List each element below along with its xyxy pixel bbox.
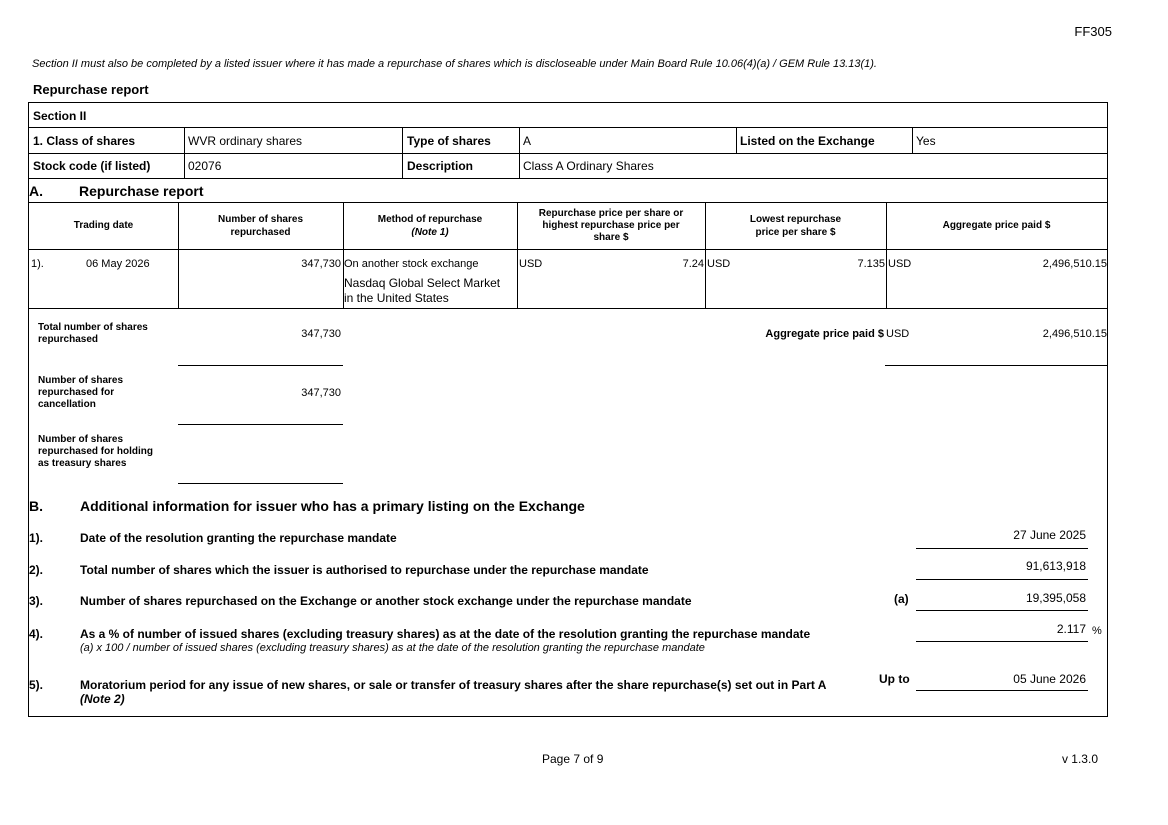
underline	[178, 424, 343, 425]
rule	[886, 202, 887, 308]
treasury-label-3: as treasury shares	[38, 458, 127, 469]
listed-value: Yes	[916, 134, 936, 148]
rule	[1107, 308, 1108, 366]
item-value: 05 June 2026	[1013, 672, 1086, 686]
row-aggregate-currency: USD	[888, 258, 912, 270]
item-index: 4).	[29, 627, 44, 641]
item-tag: (a)	[894, 592, 909, 606]
section-title: Section II	[33, 109, 87, 123]
underline	[916, 579, 1088, 580]
part-b-letter: B.	[29, 498, 43, 514]
rule	[29, 153, 1107, 154]
underline	[885, 365, 1107, 366]
item-label: Number of shares repurchased on the Exchange or another stock exchange under the repurchase mandate	[80, 594, 692, 608]
type-label: Type of shares	[407, 134, 491, 148]
item-sub: (Note 2)	[80, 692, 125, 706]
col-aggregate: Aggregate price paid $	[942, 220, 1051, 231]
row-date: 06 May 2026	[86, 258, 150, 270]
part-b-title: Additional information for issuer who has a primary listing on the Exchange	[80, 498, 585, 514]
cancel-value: 347,730	[301, 387, 341, 399]
item-sub: (a) x 100 / number of issued shares (excluding treasury shares) as at the date of the resolution granting the repurchase mandate	[80, 642, 705, 654]
col-lowest-1: Lowest repurchase	[749, 214, 842, 225]
item-tag: Up to	[879, 672, 910, 686]
item-label: Moratorium period for any issue of new shares, or sale or transfer of treasury shares after the share repurchase(s) set out in Part A	[80, 678, 827, 692]
item-label: Date of the resolution granting the repurchase mandate	[80, 531, 397, 545]
form-code: FF305	[1074, 24, 1112, 39]
total-label-2: repurchased	[38, 334, 99, 345]
part-a-title: Repurchase report	[79, 183, 204, 199]
rule	[29, 127, 1107, 128]
row-index: 1).	[31, 258, 44, 270]
col-price-1: Repurchase price per share or	[538, 208, 684, 219]
row-price: 7.24	[682, 258, 704, 270]
underline	[916, 690, 1088, 691]
total-label-1: Total number of shares	[38, 322, 148, 333]
treasury-label-2: repurchased for holding	[38, 446, 154, 457]
percent-unit: %	[1092, 625, 1102, 637]
underline	[916, 610, 1088, 611]
listed-label: Listed on the Exchange	[740, 134, 875, 148]
cancel-label-2: repurchased for	[38, 387, 115, 398]
row-shares: 347,730	[301, 258, 341, 270]
row-lowest-currency: USD	[707, 258, 731, 270]
intro-note: Section II must also be completed by a listed issuer where it has made a repurchase of shares which is discloseable under Main Board Rule 10.06(4)(a) / GEM Rule 13.13(1).	[32, 58, 877, 70]
rule	[736, 127, 737, 153]
description-label: Description	[407, 159, 474, 173]
rule	[519, 127, 520, 178]
col-num-shares-1: Number of shares	[217, 214, 304, 225]
item-index: 2).	[29, 563, 44, 577]
version: v 1.3.0	[1061, 752, 1098, 766]
rule	[402, 127, 403, 178]
underline	[178, 365, 343, 366]
type-value: A	[523, 134, 532, 148]
report-form	[28, 102, 1108, 717]
description-value: Class A Ordinary Shares	[523, 159, 654, 173]
rule	[184, 127, 185, 178]
item-value: 91,613,918	[1025, 559, 1086, 573]
aggregate-total-label: Aggregate price paid $	[765, 328, 884, 340]
col-lowest-2: price per share $	[755, 227, 836, 238]
stock-code-label: Stock code (if listed)	[33, 159, 151, 173]
treasury-label-1: Number of shares	[38, 434, 124, 445]
col-num-shares-2: repurchased	[230, 227, 291, 238]
row-market-1: Nasdaq Global Select Market	[344, 276, 501, 290]
col-price-3: share $	[593, 232, 629, 243]
col-method-1: Method of repurchase	[377, 214, 483, 225]
row-price-currency: USD	[519, 258, 543, 270]
report-title: Repurchase report	[33, 82, 149, 97]
item-index: 1).	[29, 531, 44, 545]
stock-code-value: 02076	[188, 159, 222, 173]
item-value: 19,395,058	[1025, 591, 1086, 605]
page-number: Page 7 of 9	[542, 752, 604, 766]
aggregate-total-value: 2,496,510.15	[1042, 328, 1107, 340]
underline	[178, 483, 343, 484]
item-index: 3).	[29, 594, 44, 608]
aggregate-total-currency: USD	[886, 328, 910, 340]
underline	[916, 641, 1088, 642]
underline	[916, 548, 1088, 549]
total-value: 347,730	[301, 328, 341, 340]
item-value: 2.117	[1056, 622, 1086, 636]
row-method: On another stock exchange	[344, 258, 479, 270]
rule	[912, 127, 913, 153]
rule	[29, 308, 1107, 309]
col-price-2: highest repurchase price per	[542, 220, 680, 231]
col-method-2: (Note 1)	[411, 227, 449, 238]
rule	[29, 249, 1107, 250]
item-index: 5).	[29, 678, 44, 692]
col-trading-date: Trading date	[73, 220, 134, 231]
item-value: 27 June 2025	[1013, 528, 1086, 542]
item-label: Total number of shares which the issuer is authorised to repurchase under the repurchase mandate	[80, 563, 649, 577]
rule	[29, 178, 1107, 179]
cancel-label-1: Number of shares	[38, 375, 124, 386]
class-value: WVR ordinary shares	[188, 134, 303, 148]
rule	[29, 202, 1107, 203]
row-lowest: 7.135	[857, 258, 885, 270]
row-aggregate: 2,496,510.15	[1042, 258, 1107, 270]
cancel-label-3: cancellation	[38, 399, 96, 410]
class-label: 1. Class of shares	[33, 134, 136, 148]
row-market-2: in the United States	[344, 291, 449, 305]
item-label: As a % of number of issued shares (excluding treasury shares) as at the date of the resolution granting the repurchase mandate	[80, 627, 811, 641]
part-a-letter: A.	[29, 183, 43, 199]
